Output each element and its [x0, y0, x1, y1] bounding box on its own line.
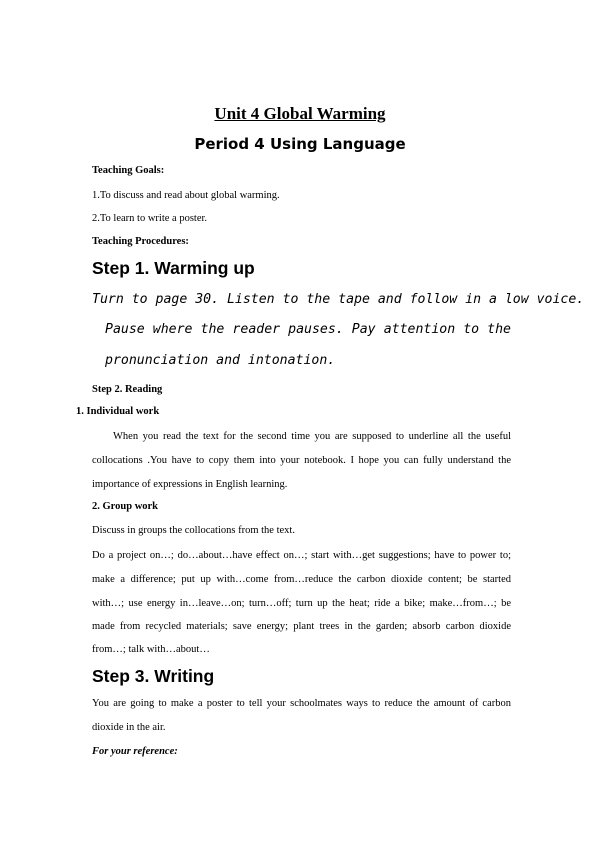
group-line-3: with…; use energy in…leave…on; turn…off; turn up the heat; ride a bike; make…from…; be	[92, 598, 511, 609]
teaching-goals-heading: Teaching Goals:	[92, 165, 165, 176]
individual-work-heading: 1. Individual work	[76, 406, 160, 417]
individual-line-2: collocations .You have to copy them into your notebook. I hope you can fully understand the	[92, 455, 511, 466]
reference-label: For your reference:	[92, 746, 178, 757]
step3-line-2: dioxide in the air.	[92, 722, 166, 733]
group-work-heading: 2. Group work	[92, 501, 159, 512]
step1-line-3: pronunciation and intonation.	[105, 353, 336, 368]
group-intro: Discuss in groups the collocations from the text.	[92, 525, 295, 536]
teaching-procedures-heading: Teaching Procedures:	[92, 236, 189, 247]
goal-item-1: 1.To discuss and read about global warming.	[92, 190, 280, 201]
individual-line-1: When you read the text for the second time you are supposed to underline all the useful	[113, 431, 511, 442]
group-line-1: Do a project on…; do…about…have effect on…; start with…get suggestions; have to power to;	[92, 550, 511, 561]
group-line-5: from…; talk with…about…	[92, 644, 210, 655]
document-subtitle: Period 4 Using Language	[194, 135, 406, 153]
step1-line-2: Pause where the reader pauses. Pay attention to the	[105, 322, 511, 337]
document-title: Unit 4 Global Warming	[214, 104, 386, 123]
step3-line-1: You are going to make a poster to tell your schoolmates ways to reduce the amount of carbon	[92, 698, 511, 709]
step2-heading: Step 2. Reading	[92, 384, 163, 395]
individual-line-3: importance of expressions in English learning.	[92, 479, 288, 490]
step1-line-1: Turn to page 30. Listen to the tape and follow in a low voice.	[92, 292, 585, 307]
step3-heading: Step 3. Writing	[92, 666, 215, 686]
group-line-2: make a difference; put up with…come from…reduce the carbon dioxide content; be started	[92, 574, 511, 585]
step1-heading: Step 1. Warming up	[92, 258, 255, 278]
group-line-4: made from recycled materials; save energy; plant trees in the garden; absorb carbon dioxide	[92, 621, 511, 632]
goal-item-2: 2.To learn to write a poster.	[92, 213, 208, 224]
